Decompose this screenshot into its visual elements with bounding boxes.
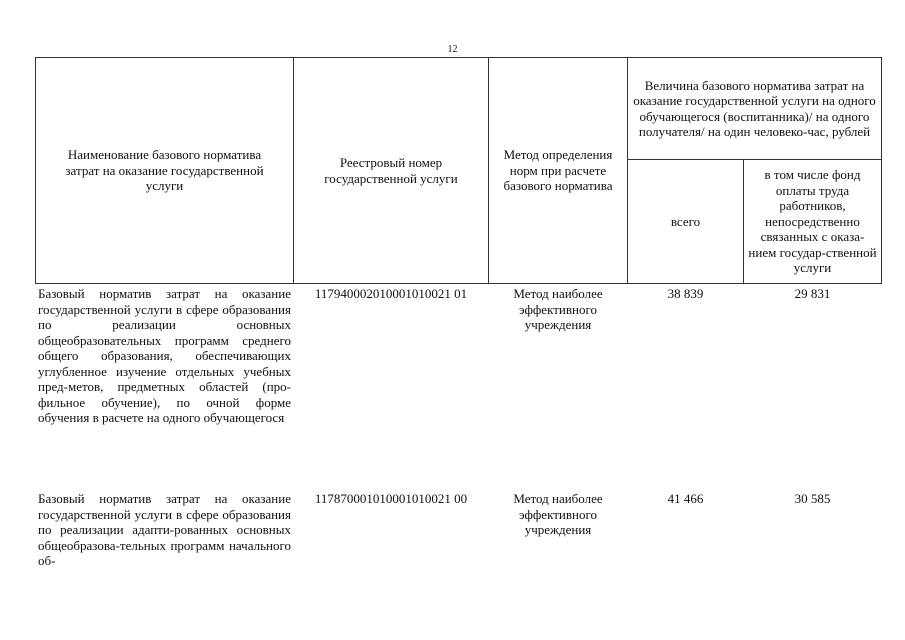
header-total-text: всего — [670, 213, 701, 229]
header-value-group — [628, 58, 881, 159]
header-value-group-text: Величина базового норматива затрат на оказание государственной услуги на одного обучающегося (воспитанника)/ на одного получателя/ на один человеко-час, рублей — [633, 77, 876, 139]
header-payroll-text: в том числе фонд оплаты труда работников, непосредственно связанных с оказа-нием государ-ственной услуги — [748, 167, 877, 276]
row-1-total: 38 839 — [667, 286, 704, 301]
table-right-border — [881, 57, 882, 284]
header-name — [36, 58, 293, 283]
page-number: 12 — [447, 44, 458, 55]
row-2-payroll: 30 585 — [794, 491, 831, 506]
row-2-total: 41 466 — [667, 491, 704, 506]
row-1-registry-number: 117940002010001010021 01 — [314, 286, 468, 301]
header-name-text: Наименование базового норматива затрат на оказание государственной услуги — [65, 147, 264, 194]
row-2-registry-number: 117870001010001010021 00 — [314, 491, 468, 506]
header-payroll — [744, 160, 881, 283]
row-1-method: Метод наиболее эффективного учреждения — [513, 286, 603, 332]
header-registry-number — [294, 58, 488, 283]
row-2-name: Базовый норматив затрат на оказание государственной услуги в сфере образования по реализации адапти-рованных основных общеобразова-тельных программ начального об- — [38, 491, 291, 568]
header-method — [489, 58, 627, 283]
header-total — [628, 160, 743, 283]
header-method-text: Метод определения норм при расчете базового норматива — [503, 147, 613, 194]
row-1-payroll: 29 831 — [794, 286, 831, 301]
header-registry-number-text: Реестровый номер государственной услуги — [324, 155, 458, 186]
row-1-name: Базовый норматив затрат на оказание государственной услуги в сфере образования по реализации основных общеобразовательных программ среднего общего образования, обеспечивающих углубленное изучение отдельных учебных пред-метов, предметных областей (про-фильное обучение), по очной форме обучения в расчете на одного обучающегося — [38, 286, 291, 425]
row-2-method: Метод наиболее эффективного учреждения — [513, 491, 603, 537]
header-bottom-border — [35, 283, 882, 284]
